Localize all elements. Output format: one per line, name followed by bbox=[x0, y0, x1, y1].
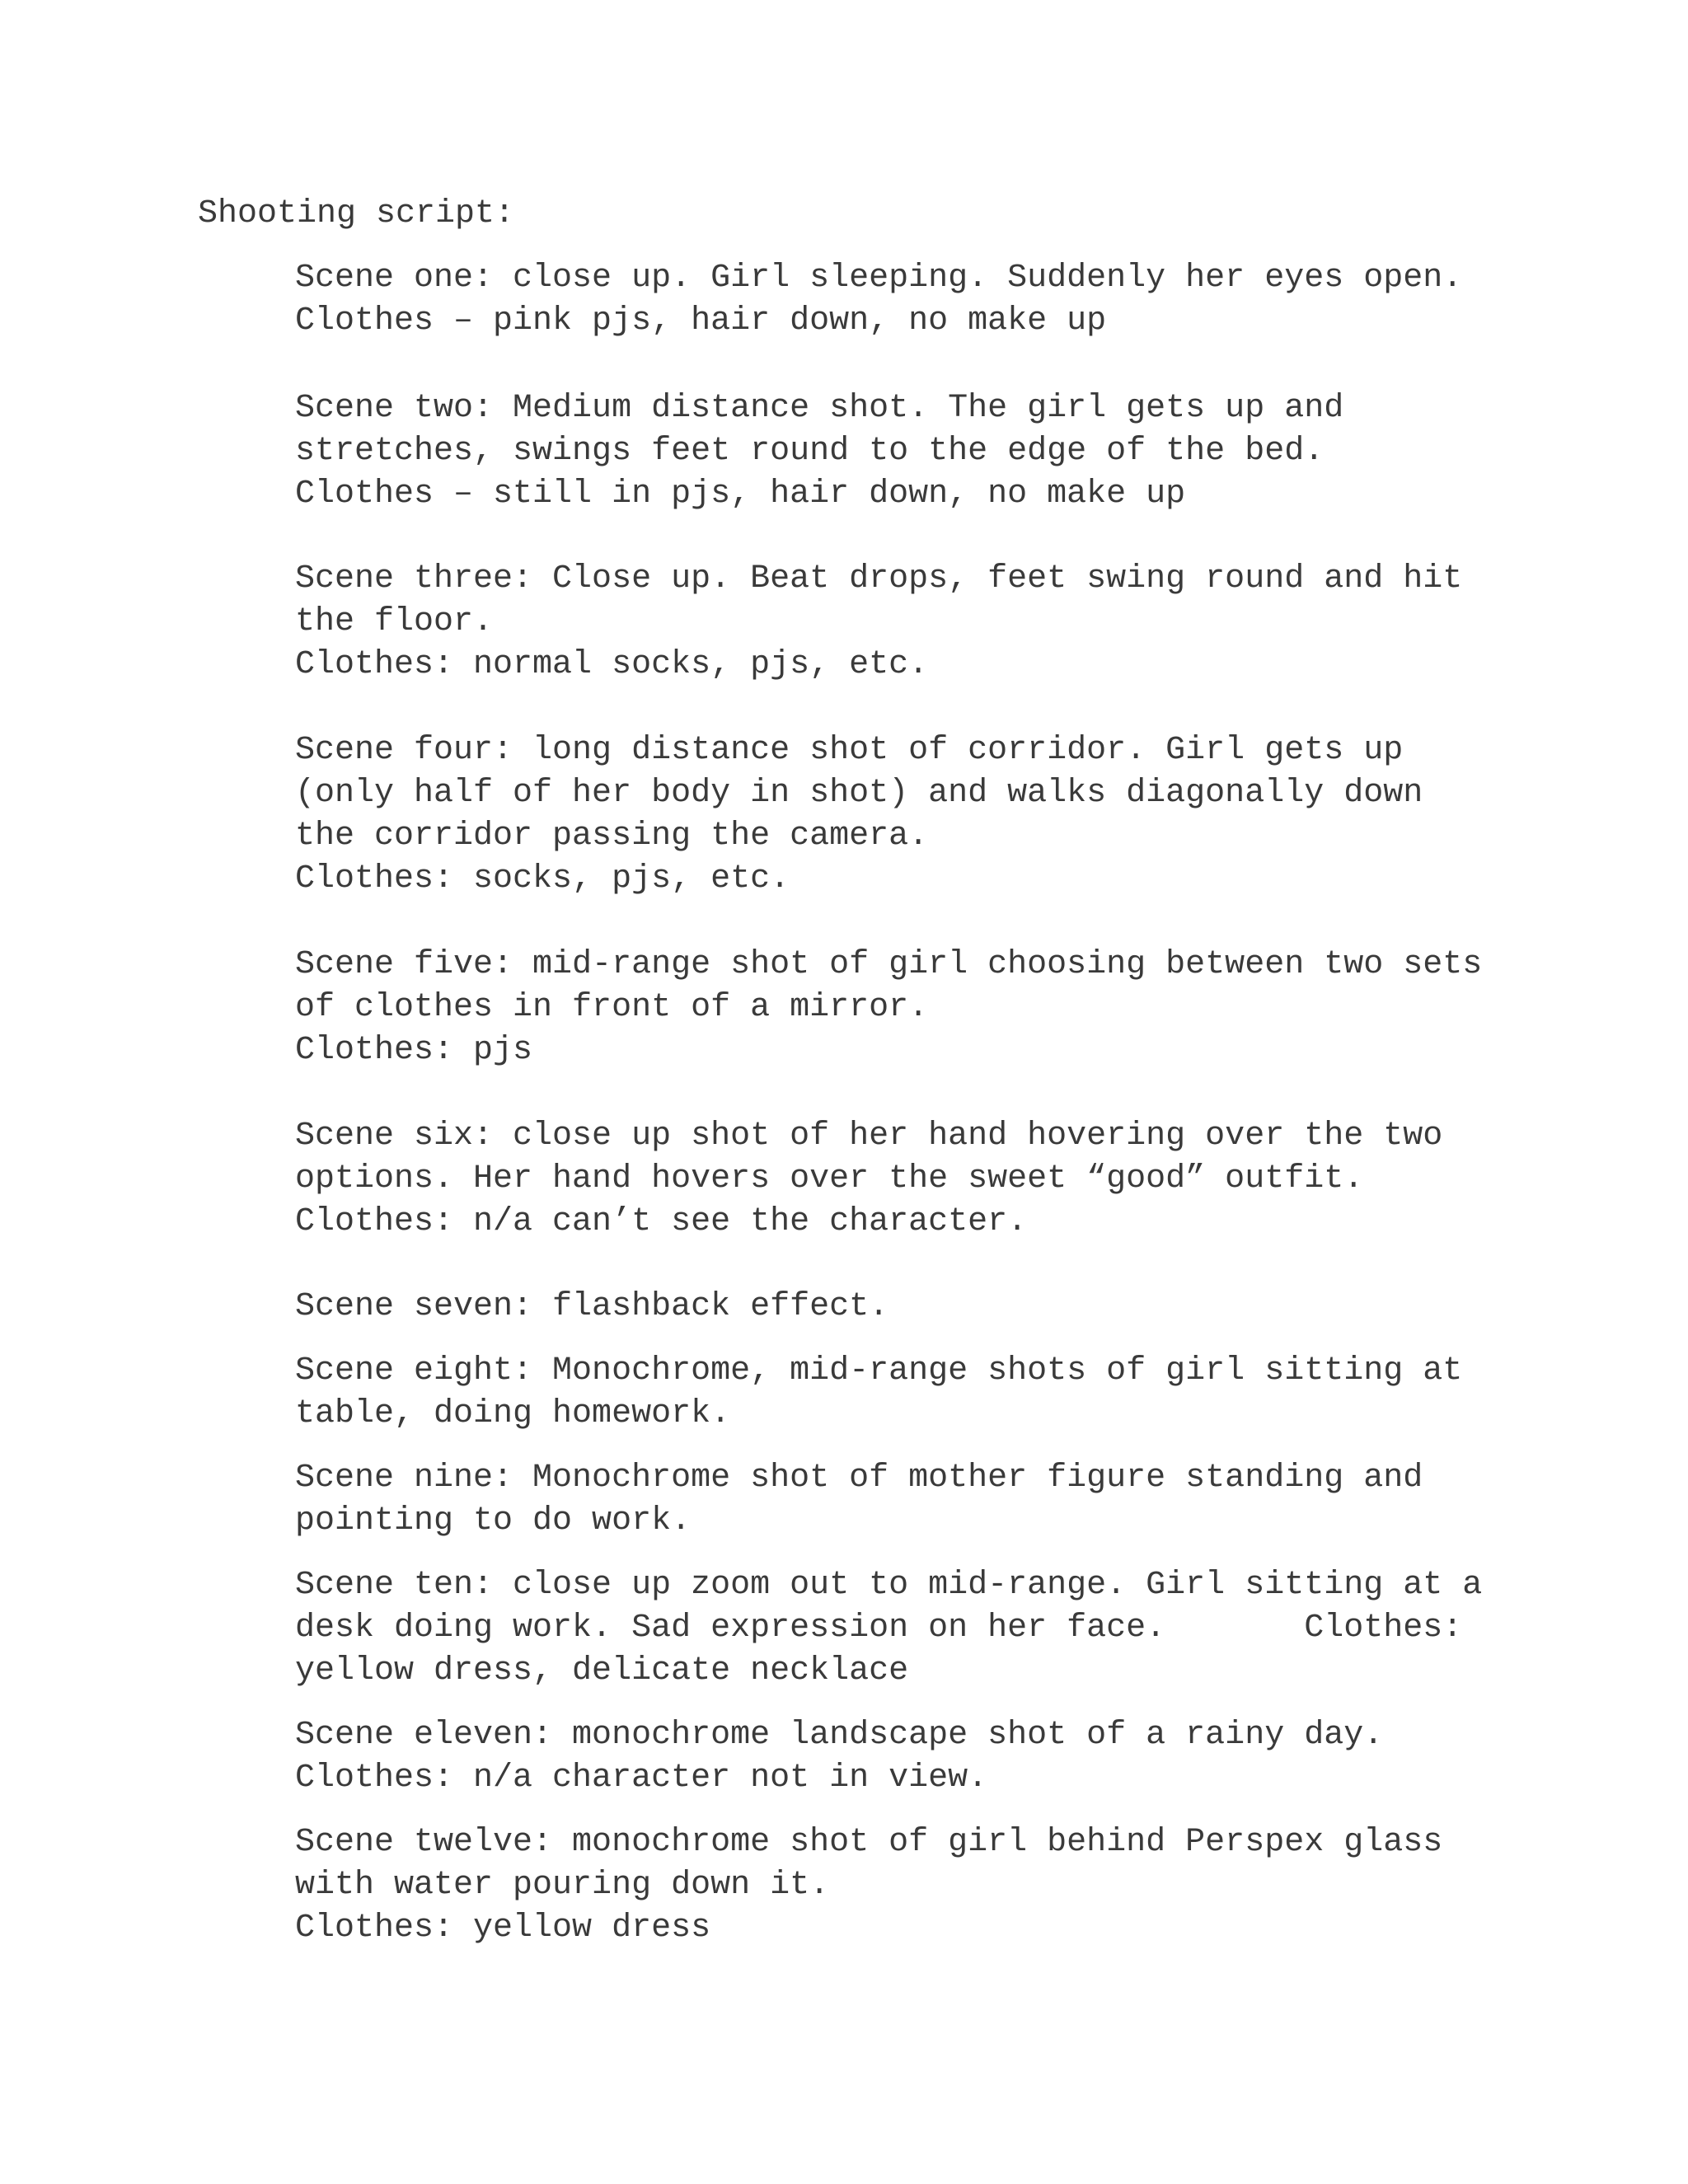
scene-line: Scene one: close up. Girl sleeping. Suddenly her eyes open. bbox=[295, 260, 1463, 297]
scene-line: Clothes – still in pjs, hair down, no make up bbox=[295, 476, 1186, 513]
scene-line: table, doing homework. bbox=[295, 1395, 731, 1432]
scene-line: Clothes: socks, pjs, etc. bbox=[295, 860, 790, 898]
scene-line: Scene four: long distance shot of corridor. Girl gets up bbox=[295, 732, 1404, 769]
scene-line: Scene eight: Monochrome, mid-range shots of girl sitting at bbox=[295, 1352, 1463, 1390]
scene-block bbox=[295, 944, 1531, 1072]
scene-line: Scene seven: flashback effect. bbox=[295, 1288, 889, 1325]
scene-block bbox=[295, 1350, 1531, 1436]
scene-line: with water pouring down it. bbox=[295, 1867, 830, 1904]
scene-line: stretches, swings feet round to the edge of the bed. bbox=[295, 433, 1325, 470]
scene-block bbox=[295, 387, 1531, 516]
scene-line: Scene six: close up shot of her hand hovering over the two bbox=[295, 1118, 1443, 1155]
scene-line: Scene three: Close up. Beat drops, feet swing round and hit bbox=[295, 560, 1463, 598]
scene-line: the corridor passing the camera. bbox=[295, 818, 929, 855]
scene-line: of clothes in front of a mirror. bbox=[295, 989, 929, 1026]
scene-line: the floor. bbox=[295, 603, 494, 640]
scene-line: Scene ten: close up zoom out to mid-range. Girl sitting at a bbox=[295, 1567, 1483, 1604]
scene-line: yellow dress, delicate necklace bbox=[295, 1652, 909, 1690]
scene-line: Scene twelve: monochrome shot of girl behind Perspex glass bbox=[295, 1824, 1443, 1861]
scene-block bbox=[295, 1115, 1531, 1244]
scene-block bbox=[295, 257, 1531, 343]
scene-line: Scene nine: Monochrome shot of mother figure standing and bbox=[295, 1460, 1423, 1497]
scene-block bbox=[295, 1564, 1531, 1693]
scene-line: Clothes: yellow dress bbox=[295, 1910, 711, 1947]
scene-line: pointing to do work. bbox=[295, 1502, 692, 1540]
scene-line: Scene eleven: monochrome landscape shot of a rainy day. bbox=[295, 1717, 1384, 1754]
scene-block bbox=[295, 729, 1531, 901]
page-title: Shooting script: bbox=[198, 195, 515, 232]
scene-block bbox=[295, 1457, 1531, 1543]
scene-block bbox=[295, 558, 1531, 687]
scene-line: desk doing work. Sad expression on her face. Clothes: bbox=[295, 1610, 1463, 1647]
scene-line: Clothes: n/a can’t see the character. bbox=[295, 1203, 1028, 1240]
scene-line: options. Her hand hovers over the sweet “good” outfit. bbox=[295, 1160, 1364, 1197]
scene-line: (only half of her body in shot) and walks diagonally down bbox=[295, 775, 1423, 812]
scene-line: Scene five: mid-range shot of girl choosing between two sets bbox=[295, 946, 1483, 983]
scene-line: Clothes: n/a character not in view. bbox=[295, 1760, 988, 1797]
scene-line: Scene two: Medium distance shot. The girl gets up and bbox=[295, 390, 1344, 427]
scene-block bbox=[295, 1714, 1531, 1800]
scene-line: Clothes: pjs bbox=[295, 1032, 533, 1069]
scene-line: Clothes – pink pjs, hair down, no make up bbox=[295, 302, 1107, 340]
scene-block bbox=[295, 1821, 1531, 1950]
scene-block bbox=[295, 1286, 1531, 1329]
scene-line: Clothes: normal socks, pjs, etc. bbox=[295, 646, 929, 683]
